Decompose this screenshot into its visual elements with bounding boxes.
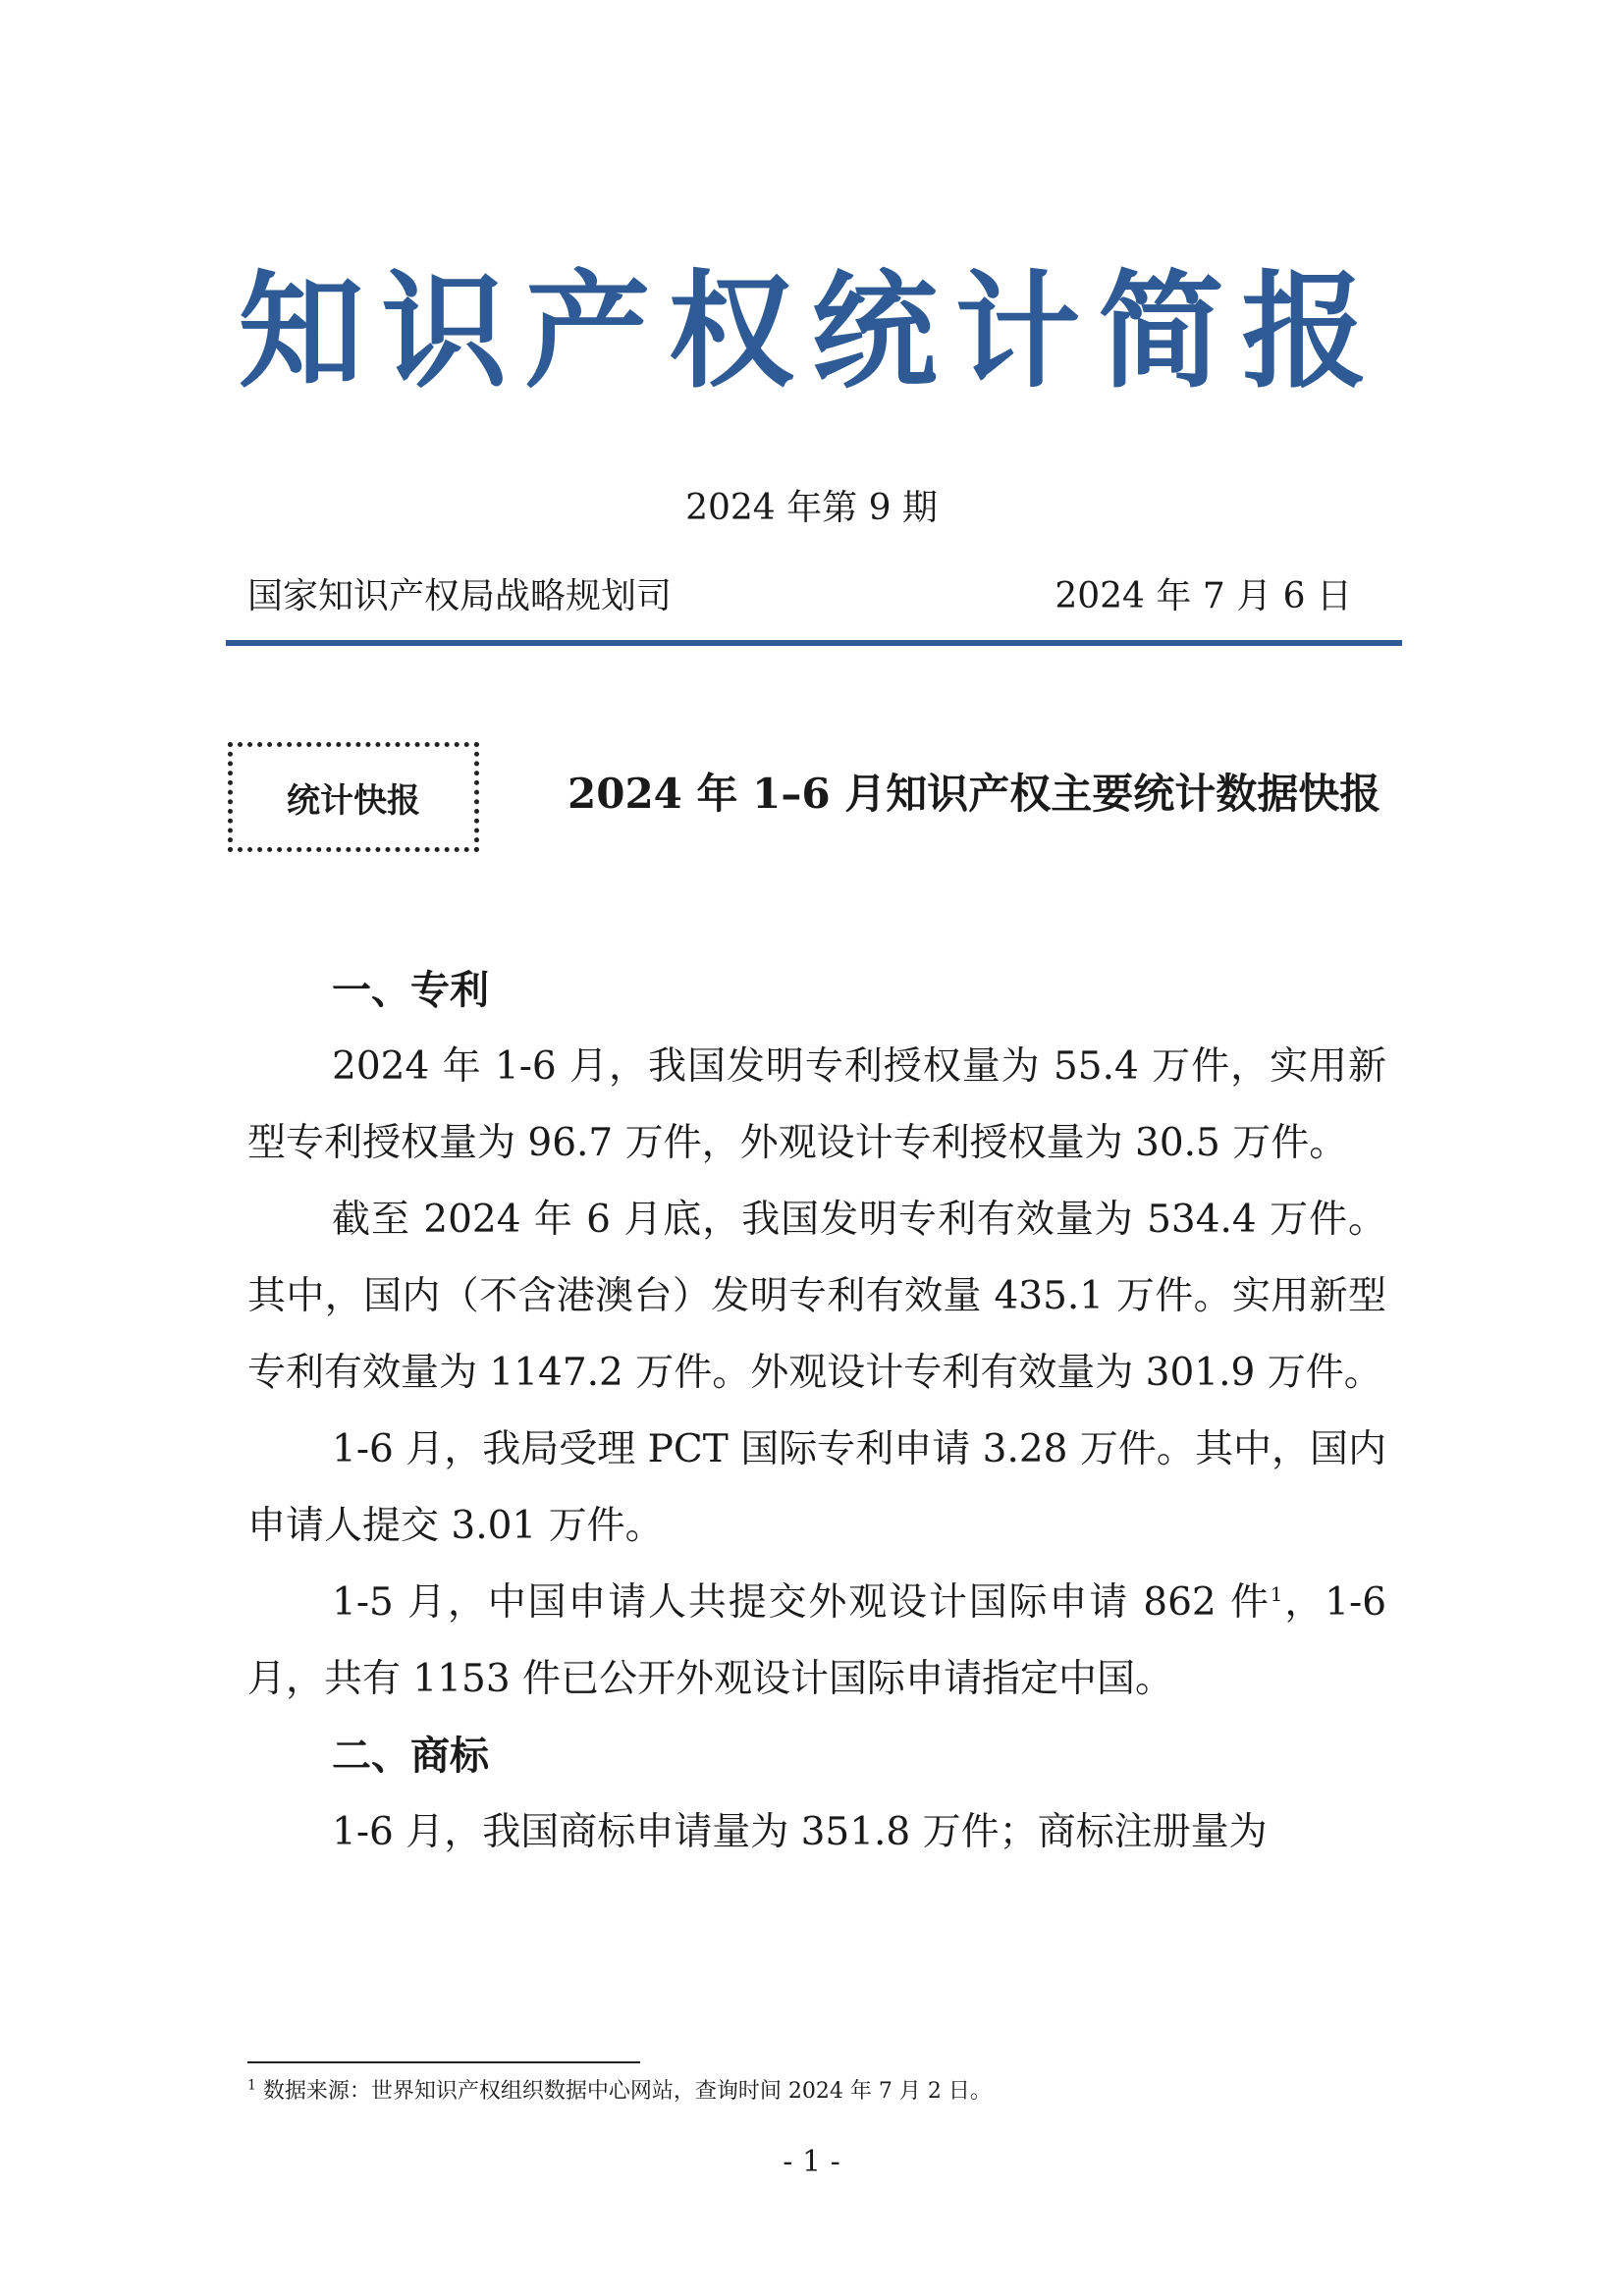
section-heading-trademark: 二、商标 [332,1734,489,1779]
footnote-marker: 1 [247,2077,256,2094]
footnote [247,2079,992,2105]
publish-date: 2024 年 7 月 6 日 [1055,576,1352,616]
paragraph: 2024 年 1-6 月，我国发明专利授权量为 55.4 万件，实用新型专利授权量为 96.7 万件，外观设计专利授权量为 30.5 万件。 [247,1044,1386,1165]
issue-number: 2024 年第 9 期 [685,488,938,528]
section-heading-patent: 一、专利 [332,968,489,1013]
paragraph-text: 1-5 月，中国申请人共提交外观设计国际申请 862 件 [332,1580,1271,1625]
paragraph: 1-6 月，我国商标申请量为 351.8 万件；商标注册量为 [332,1810,1268,1854]
document-title: 2024 年 1–6 月知识产权主要统计数据快报 [568,770,1381,818]
department: 国家知识产权局战略规划司 [247,576,673,616]
paragraph-text: ，1-6 月，共有 1153 件已公开外观设计国际申请指定中国。 [247,1580,1387,1701]
category-box [228,742,479,852]
paragraph: 截至 2024 年 6 月底，我国发明专利有效量为 534.4 万件。其中，国内（不含港澳台）发明专利有效量 435.1 万件。实用新型专利有效量为 1147.2 万件。外观设计专利有效量为 301.9 万件。 [247,1198,1386,1395]
body-content [247,952,1386,1871]
category-label: 统计快报 [287,780,420,821]
paragraph-with-footnote [247,1565,1386,1718]
page-number: - 1 - [783,2145,840,2179]
footnote-ref[interactable]: 1 [1270,1582,1283,1606]
report-title: 知识产权统计简报 [238,259,1385,405]
paragraph: 1-6 月，我局受理 PCT 国际专利申请 3.28 万件。其中，国内申请人提交 3.01 万件。 [247,1427,1386,1548]
footnote-text: 数据来源：世界知识产权组织数据中心网站，查询时间 2024 年 7 月 2 日。 [262,2079,992,2104]
header-divider [226,640,1402,646]
footnote-divider [247,2061,640,2063]
